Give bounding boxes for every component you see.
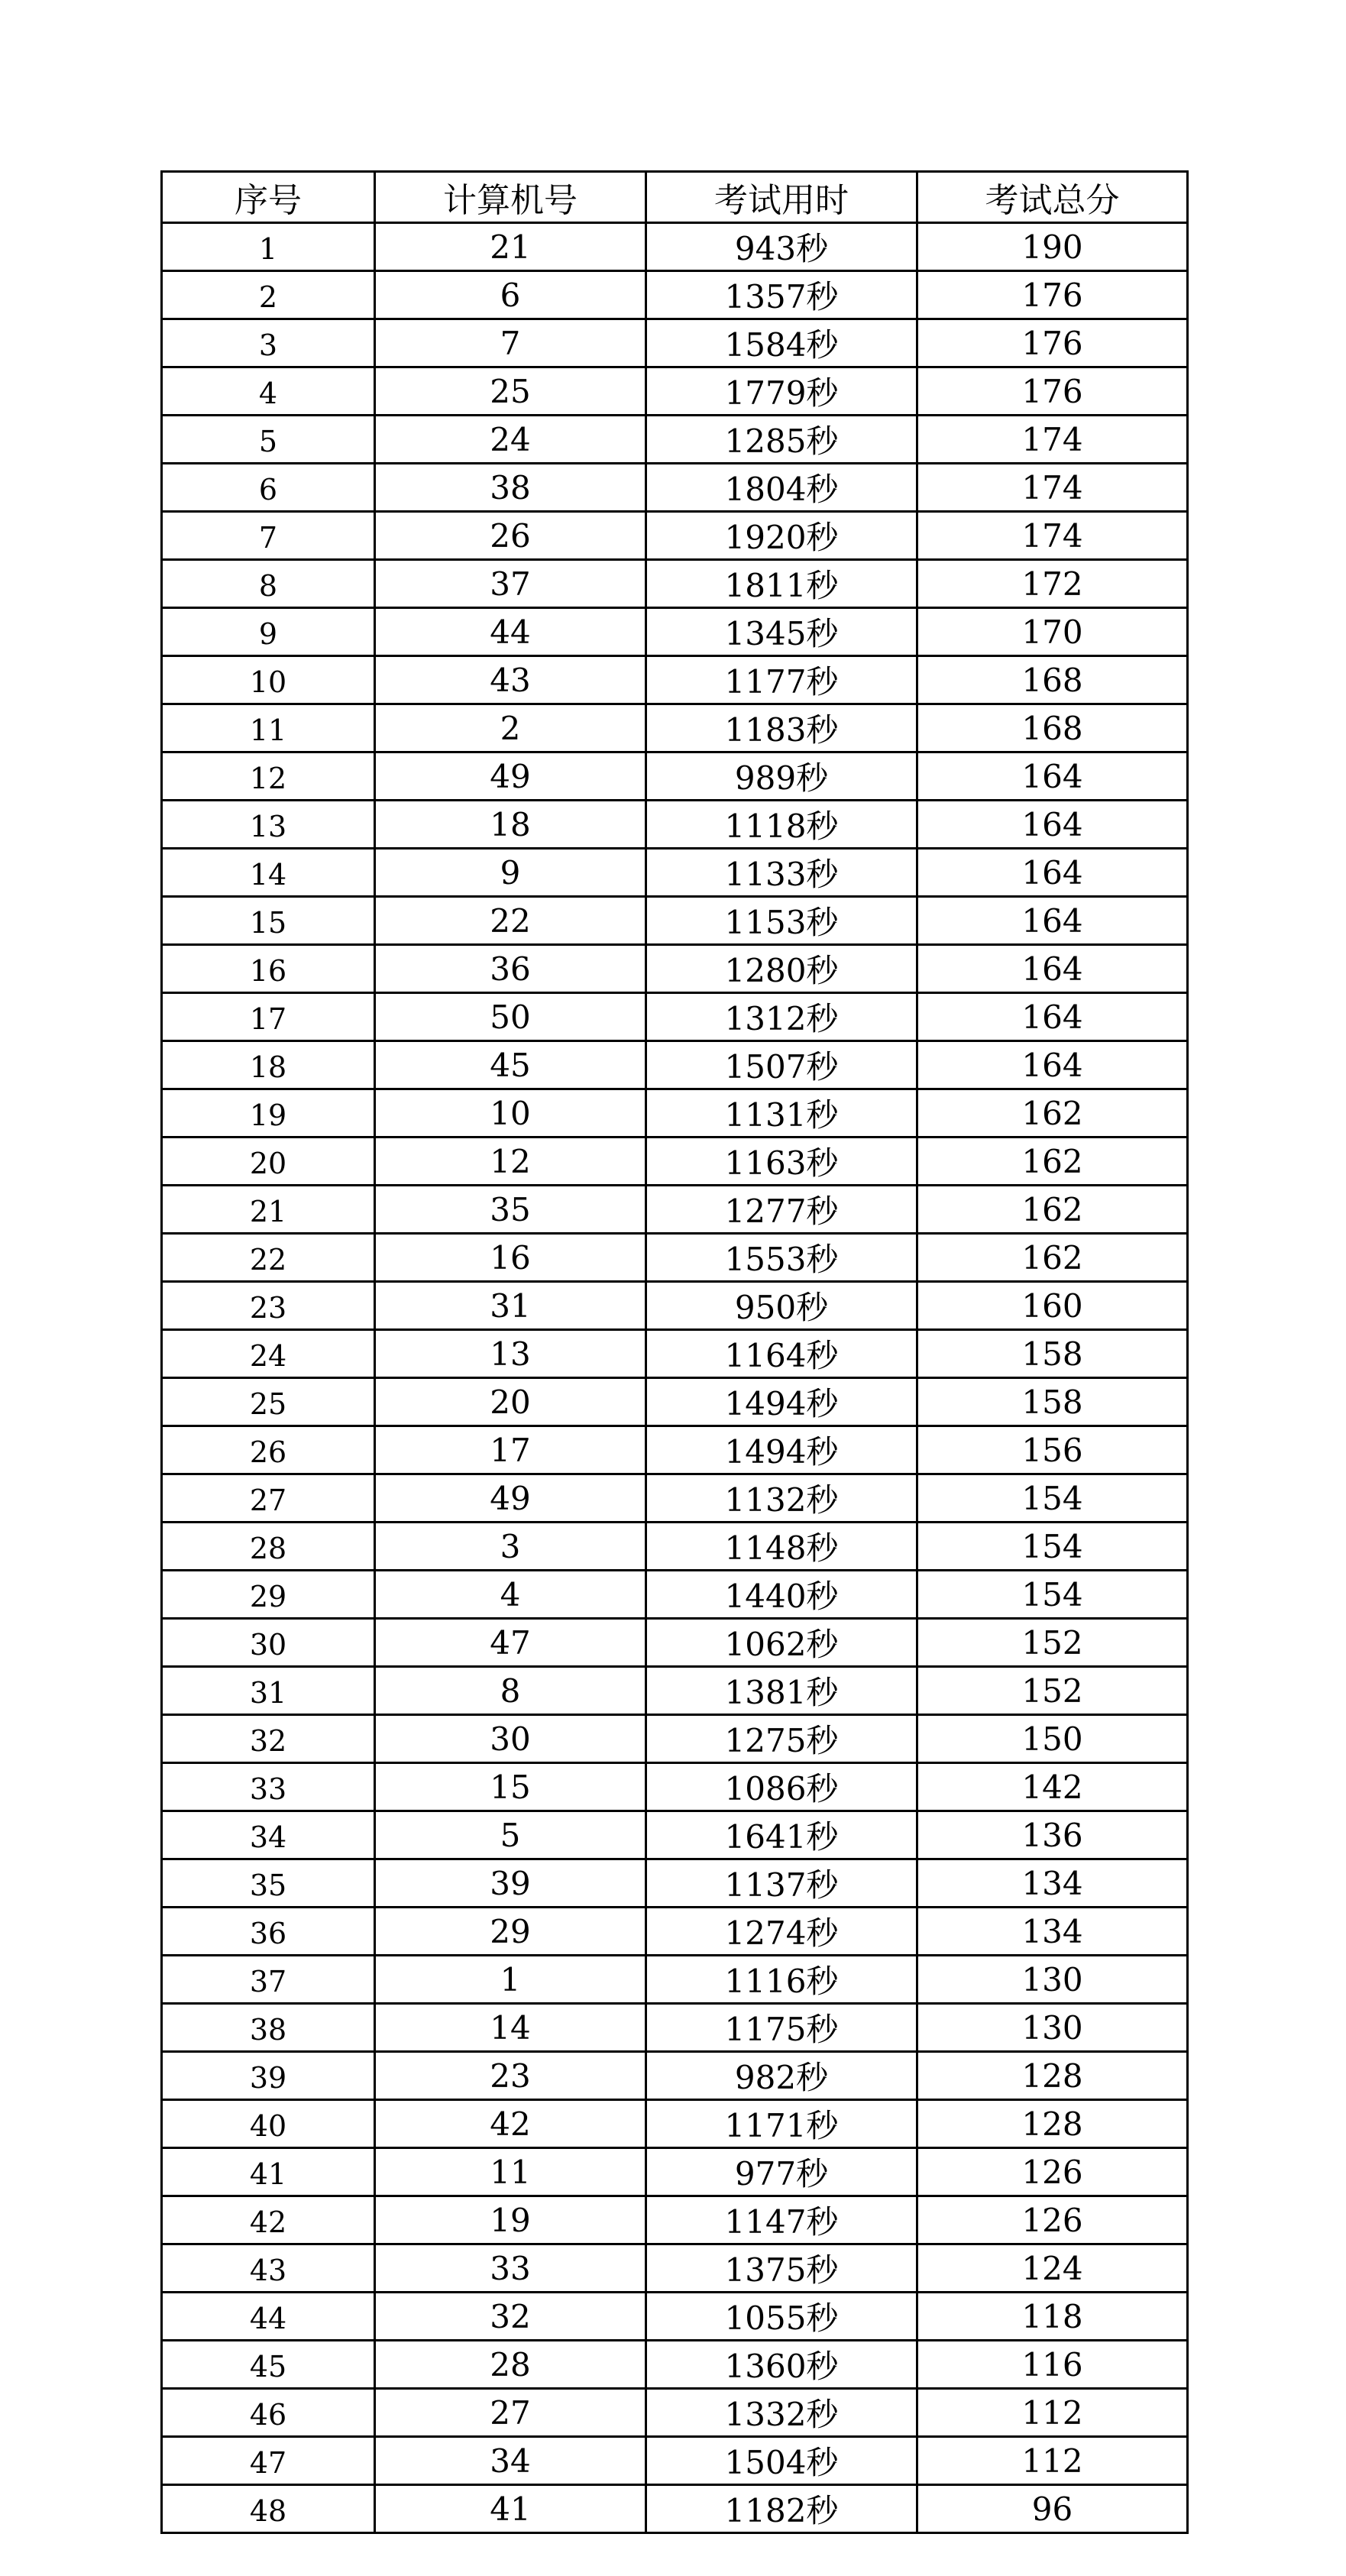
cell-exam-time: 1280秒 <box>646 945 917 993</box>
cell-exam-time: 989秒 <box>646 752 917 801</box>
cell-total-score: 130 <box>917 1956 1188 2004</box>
cell-computer-no: 25 <box>375 367 646 416</box>
table-row <box>162 2052 1188 2100</box>
cell-computer-no: 11 <box>375 2148 646 2196</box>
cell-total-score: 164 <box>917 897 1188 945</box>
cell-computer-no: 24 <box>375 416 646 464</box>
cell-exam-time: 1494秒 <box>646 1426 917 1474</box>
cell-total-score: 126 <box>917 2148 1188 2196</box>
table-row <box>162 271 1188 319</box>
table-row <box>162 801 1188 849</box>
cell-exam-time: 977秒 <box>646 2148 917 2196</box>
cell-seq: 40 <box>162 2100 375 2148</box>
cell-exam-time: 1440秒 <box>646 1571 917 1619</box>
cell-exam-time: 1357秒 <box>646 271 917 319</box>
table-row <box>162 416 1188 464</box>
cell-exam-time: 1118秒 <box>646 801 917 849</box>
cell-total-score: 96 <box>917 2485 1188 2533</box>
cell-seq: 39 <box>162 2052 375 2100</box>
cell-seq: 14 <box>162 849 375 897</box>
cell-computer-no: 23 <box>375 2052 646 2100</box>
cell-computer-no: 16 <box>375 1234 646 1282</box>
cell-exam-time: 1177秒 <box>646 656 917 704</box>
table-row <box>162 512 1188 560</box>
cell-seq: 22 <box>162 1234 375 1282</box>
table-row <box>162 2148 1188 2196</box>
cell-seq: 24 <box>162 1330 375 1378</box>
table-row <box>162 2485 1188 2533</box>
cell-exam-time: 1274秒 <box>646 1908 917 1956</box>
cell-computer-no: 5 <box>375 1811 646 1859</box>
cell-exam-time: 1137秒 <box>646 1859 917 1908</box>
cell-exam-time: 1183秒 <box>646 704 917 752</box>
cell-computer-no: 49 <box>375 752 646 801</box>
table-row <box>162 1282 1188 1330</box>
cell-seq: 5 <box>162 416 375 464</box>
cell-computer-no: 42 <box>375 2100 646 2148</box>
cell-computer-no: 41 <box>375 2485 646 2533</box>
table-row <box>162 1859 1188 1908</box>
table-row <box>162 704 1188 752</box>
cell-computer-no: 29 <box>375 1908 646 1956</box>
cell-total-score: 112 <box>917 2437 1188 2485</box>
table-row <box>162 945 1188 993</box>
cell-computer-no: 43 <box>375 656 646 704</box>
table-row <box>162 1571 1188 1619</box>
cell-total-score: 128 <box>917 2052 1188 2100</box>
table-row <box>162 656 1188 704</box>
table-row <box>162 1426 1188 1474</box>
cell-total-score: 174 <box>917 416 1188 464</box>
cell-exam-time: 950秒 <box>646 1282 917 1330</box>
cell-total-score: 130 <box>917 2004 1188 2052</box>
cell-computer-no: 35 <box>375 1186 646 1234</box>
cell-total-score: 134 <box>917 1908 1188 1956</box>
cell-total-score: 126 <box>917 2196 1188 2244</box>
cell-seq: 31 <box>162 1667 375 1715</box>
cell-exam-time: 1381秒 <box>646 1667 917 1715</box>
cell-computer-no: 34 <box>375 2437 646 2485</box>
cell-total-score: 154 <box>917 1571 1188 1619</box>
cell-total-score: 162 <box>917 1089 1188 1138</box>
cell-total-score: 176 <box>917 367 1188 416</box>
cell-seq: 36 <box>162 1908 375 1956</box>
table-row <box>162 1330 1188 1378</box>
cell-seq: 30 <box>162 1619 375 1667</box>
cell-total-score: 154 <box>917 1523 1188 1571</box>
table-row <box>162 1667 1188 1715</box>
cell-exam-time: 1275秒 <box>646 1715 917 1763</box>
cell-seq: 32 <box>162 1715 375 1763</box>
cell-seq: 3 <box>162 319 375 367</box>
cell-computer-no: 39 <box>375 1859 646 1908</box>
cell-exam-time: 1360秒 <box>646 2341 917 2389</box>
cell-seq: 16 <box>162 945 375 993</box>
table-row <box>162 2437 1188 2485</box>
cell-seq: 46 <box>162 2389 375 2437</box>
cell-total-score: 116 <box>917 2341 1188 2389</box>
cell-computer-no: 36 <box>375 945 646 993</box>
cell-computer-no: 15 <box>375 1763 646 1811</box>
table-row <box>162 752 1188 801</box>
header-computer-no: 计算机号 <box>375 172 646 223</box>
table-row <box>162 560 1188 608</box>
cell-total-score: 112 <box>917 2389 1188 2437</box>
table-row <box>162 897 1188 945</box>
cell-total-score: 176 <box>917 271 1188 319</box>
score-table <box>160 170 1189 2534</box>
cell-seq: 19 <box>162 1089 375 1138</box>
table-row <box>162 1234 1188 1282</box>
cell-total-score: 142 <box>917 1763 1188 1811</box>
cell-exam-time: 943秒 <box>646 223 917 271</box>
table-row <box>162 993 1188 1041</box>
cell-exam-time: 1507秒 <box>646 1041 917 1089</box>
cell-total-score: 124 <box>917 2244 1188 2293</box>
cell-exam-time: 1779秒 <box>646 367 917 416</box>
cell-seq: 43 <box>162 2244 375 2293</box>
cell-exam-time: 1553秒 <box>646 1234 917 1282</box>
cell-seq: 37 <box>162 1956 375 2004</box>
cell-total-score: 164 <box>917 945 1188 993</box>
cell-seq: 9 <box>162 608 375 656</box>
cell-total-score: 150 <box>917 1715 1188 1763</box>
cell-seq: 28 <box>162 1523 375 1571</box>
cell-total-score: 164 <box>917 752 1188 801</box>
cell-seq: 7 <box>162 512 375 560</box>
cell-computer-no: 9 <box>375 849 646 897</box>
cell-seq: 33 <box>162 1763 375 1811</box>
cell-seq: 6 <box>162 464 375 512</box>
cell-computer-no: 50 <box>375 993 646 1041</box>
cell-total-score: 168 <box>917 656 1188 704</box>
cell-total-score: 162 <box>917 1138 1188 1186</box>
cell-total-score: 176 <box>917 319 1188 367</box>
cell-total-score: 164 <box>917 849 1188 897</box>
table-row <box>162 1715 1188 1763</box>
cell-computer-no: 12 <box>375 1138 646 1186</box>
table-row <box>162 1956 1188 2004</box>
cell-exam-time: 1148秒 <box>646 1523 917 1571</box>
cell-total-score: 164 <box>917 801 1188 849</box>
cell-seq: 25 <box>162 1378 375 1426</box>
cell-exam-time: 1153秒 <box>646 897 917 945</box>
cell-total-score: 162 <box>917 1234 1188 1282</box>
table-row <box>162 1763 1188 1811</box>
table-row <box>162 223 1188 271</box>
cell-seq: 27 <box>162 1474 375 1523</box>
cell-seq: 48 <box>162 2485 375 2533</box>
cell-total-score: 174 <box>917 464 1188 512</box>
table-row <box>162 1186 1188 1234</box>
cell-total-score: 152 <box>917 1619 1188 1667</box>
table-row <box>162 1138 1188 1186</box>
cell-computer-no: 3 <box>375 1523 646 1571</box>
cell-seq: 34 <box>162 1811 375 1859</box>
table-row <box>162 2293 1188 2341</box>
cell-exam-time: 1332秒 <box>646 2389 917 2437</box>
cell-computer-no: 45 <box>375 1041 646 1089</box>
cell-total-score: 168 <box>917 704 1188 752</box>
cell-computer-no: 13 <box>375 1330 646 1378</box>
cell-computer-no: 10 <box>375 1089 646 1138</box>
cell-exam-time: 1171秒 <box>646 2100 917 2148</box>
cell-computer-no: 26 <box>375 512 646 560</box>
cell-total-score: 172 <box>917 560 1188 608</box>
cell-seq: 38 <box>162 2004 375 2052</box>
cell-total-score: 154 <box>917 1474 1188 1523</box>
cell-exam-time: 1175秒 <box>646 2004 917 2052</box>
header-exam-time: 考试用时 <box>646 172 917 223</box>
cell-computer-no: 33 <box>375 2244 646 2293</box>
cell-exam-time: 1312秒 <box>646 993 917 1041</box>
cell-seq: 18 <box>162 1041 375 1089</box>
table-row <box>162 1908 1188 1956</box>
table-row <box>162 1041 1188 1089</box>
cell-total-score: 190 <box>917 223 1188 271</box>
table-row <box>162 319 1188 367</box>
cell-computer-no: 27 <box>375 2389 646 2437</box>
cell-seq: 12 <box>162 752 375 801</box>
cell-computer-no: 37 <box>375 560 646 608</box>
cell-computer-no: 21 <box>375 223 646 271</box>
cell-total-score: 134 <box>917 1859 1188 1908</box>
cell-computer-no: 20 <box>375 1378 646 1426</box>
cell-computer-no: 31 <box>375 1282 646 1330</box>
cell-total-score: 170 <box>917 608 1188 656</box>
cell-seq: 42 <box>162 2196 375 2244</box>
cell-exam-time: 1345秒 <box>646 608 917 656</box>
cell-exam-time: 1062秒 <box>646 1619 917 1667</box>
table-row <box>162 1474 1188 1523</box>
cell-computer-no: 8 <box>375 1667 646 1715</box>
cell-exam-time: 1086秒 <box>646 1763 917 1811</box>
cell-seq: 4 <box>162 367 375 416</box>
table-row <box>162 1378 1188 1426</box>
cell-computer-no: 30 <box>375 1715 646 1763</box>
cell-exam-time: 1132秒 <box>646 1474 917 1523</box>
cell-computer-no: 32 <box>375 2293 646 2341</box>
cell-seq: 35 <box>162 1859 375 1908</box>
cell-seq: 26 <box>162 1426 375 1474</box>
cell-exam-time: 1133秒 <box>646 849 917 897</box>
cell-total-score: 128 <box>917 2100 1188 2148</box>
table-row <box>162 1811 1188 1859</box>
cell-total-score: 118 <box>917 2293 1188 2341</box>
cell-seq: 15 <box>162 897 375 945</box>
cell-exam-time: 1494秒 <box>646 1378 917 1426</box>
table-row <box>162 1089 1188 1138</box>
cell-seq: 2 <box>162 271 375 319</box>
cell-total-score: 164 <box>917 993 1188 1041</box>
cell-exam-time: 982秒 <box>646 2052 917 2100</box>
cell-seq: 11 <box>162 704 375 752</box>
cell-total-score: 174 <box>917 512 1188 560</box>
table-row <box>162 2341 1188 2389</box>
cell-exam-time: 1920秒 <box>646 512 917 560</box>
cell-seq: 8 <box>162 560 375 608</box>
table-row <box>162 1523 1188 1571</box>
cell-exam-time: 1504秒 <box>646 2437 917 2485</box>
cell-computer-no: 38 <box>375 464 646 512</box>
cell-total-score: 158 <box>917 1330 1188 1378</box>
cell-seq: 44 <box>162 2293 375 2341</box>
cell-computer-no: 49 <box>375 1474 646 1523</box>
cell-exam-time: 1277秒 <box>646 1186 917 1234</box>
cell-seq: 17 <box>162 993 375 1041</box>
cell-exam-time: 1147秒 <box>646 2196 917 2244</box>
cell-exam-time: 1116秒 <box>646 1956 917 2004</box>
table-row <box>162 2244 1188 2293</box>
cell-seq: 47 <box>162 2437 375 2485</box>
cell-seq: 10 <box>162 656 375 704</box>
cell-computer-no: 7 <box>375 319 646 367</box>
table-row <box>162 464 1188 512</box>
cell-seq: 41 <box>162 2148 375 2196</box>
cell-exam-time: 1811秒 <box>646 560 917 608</box>
cell-computer-no: 1 <box>375 1956 646 2004</box>
table-row <box>162 608 1188 656</box>
cell-computer-no: 6 <box>375 271 646 319</box>
cell-total-score: 160 <box>917 1282 1188 1330</box>
cell-computer-no: 47 <box>375 1619 646 1667</box>
cell-exam-time: 1804秒 <box>646 464 917 512</box>
cell-exam-time: 1584秒 <box>646 319 917 367</box>
cell-exam-time: 1182秒 <box>646 2485 917 2533</box>
cell-exam-time: 1163秒 <box>646 1138 917 1186</box>
cell-seq: 29 <box>162 1571 375 1619</box>
table-row <box>162 2196 1188 2244</box>
cell-total-score: 152 <box>917 1667 1188 1715</box>
cell-total-score: 136 <box>917 1811 1188 1859</box>
cell-exam-time: 1055秒 <box>646 2293 917 2341</box>
cell-seq: 20 <box>162 1138 375 1186</box>
table-row <box>162 2389 1188 2437</box>
cell-computer-no: 28 <box>375 2341 646 2389</box>
cell-total-score: 162 <box>917 1186 1188 1234</box>
cell-total-score: 164 <box>917 1041 1188 1089</box>
table-row <box>162 849 1188 897</box>
table-body <box>162 223 1188 2533</box>
cell-exam-time: 1164秒 <box>646 1330 917 1378</box>
cell-computer-no: 2 <box>375 704 646 752</box>
cell-computer-no: 18 <box>375 801 646 849</box>
cell-exam-time: 1375秒 <box>646 2244 917 2293</box>
cell-total-score: 156 <box>917 1426 1188 1474</box>
cell-computer-no: 44 <box>375 608 646 656</box>
table-row <box>162 367 1188 416</box>
cell-exam-time: 1285秒 <box>646 416 917 464</box>
cell-seq: 1 <box>162 223 375 271</box>
table-row <box>162 2100 1188 2148</box>
cell-computer-no: 14 <box>375 2004 646 2052</box>
header-total-score: 考试总分 <box>917 172 1188 223</box>
cell-computer-no: 4 <box>375 1571 646 1619</box>
cell-seq: 23 <box>162 1282 375 1330</box>
cell-computer-no: 22 <box>375 897 646 945</box>
cell-exam-time: 1131秒 <box>646 1089 917 1138</box>
cell-seq: 45 <box>162 2341 375 2389</box>
cell-computer-no: 17 <box>375 1426 646 1474</box>
table-row <box>162 1619 1188 1667</box>
header-seq: 序号 <box>162 172 375 223</box>
cell-seq: 13 <box>162 801 375 849</box>
cell-total-score: 158 <box>917 1378 1188 1426</box>
cell-exam-time: 1641秒 <box>646 1811 917 1859</box>
cell-computer-no: 19 <box>375 2196 646 2244</box>
table-row <box>162 2004 1188 2052</box>
header-row <box>162 172 1188 223</box>
cell-seq: 21 <box>162 1186 375 1234</box>
